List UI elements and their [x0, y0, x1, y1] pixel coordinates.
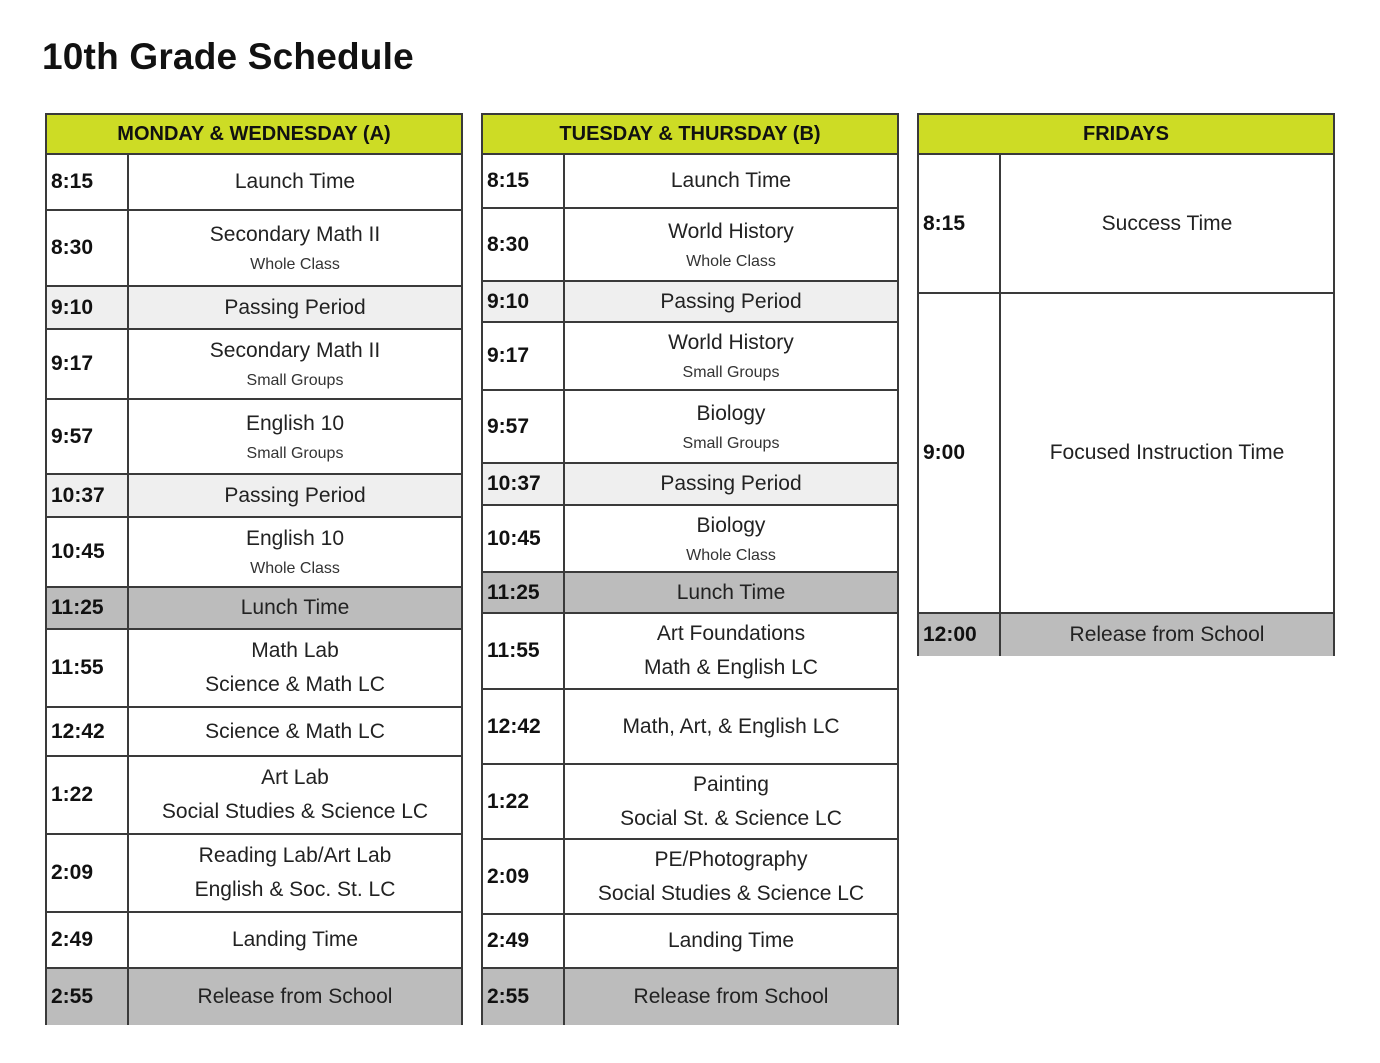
period-time: 8:15: [483, 155, 565, 207]
activity-name: Biology: [696, 513, 766, 537]
schedule-row: [483, 506, 897, 573]
period-activity: [565, 614, 897, 688]
activity-name: Success Time: [1101, 211, 1233, 235]
activity-name: Focused Instruction Time: [1049, 441, 1285, 464]
schedule-monday-wednesday: [45, 113, 463, 1025]
schedule-header: MONDAY & WEDNESDAY (A): [47, 115, 461, 155]
activity-name: Landing Time: [667, 929, 795, 952]
period-time: 2:09: [483, 840, 565, 913]
activity-grouping: Whole Class: [686, 546, 776, 564]
period-activity: [565, 690, 897, 763]
period-activity: [129, 588, 461, 628]
schedule-row: [47, 400, 461, 475]
period-activity: [129, 708, 461, 755]
period-activity: [565, 573, 897, 612]
period-time: 2:55: [47, 969, 129, 1025]
schedule-row: [483, 969, 897, 1025]
schedule-row: [919, 155, 1333, 294]
schedule-row: [919, 294, 1333, 614]
activity-name: Passing Period: [660, 472, 802, 495]
schedule-row: [47, 518, 461, 588]
schedule-tuesday-thursday: [481, 113, 899, 1025]
period-time: 11:25: [47, 588, 129, 628]
activity-name: Art Lab: [261, 766, 329, 789]
period-activity: [129, 400, 461, 473]
schedule-row: [47, 475, 461, 518]
period-time: 9:57: [47, 400, 129, 473]
activity-grouping: Whole Class: [250, 560, 340, 577]
schedule-row: [483, 464, 897, 506]
schedule-row: [47, 913, 461, 969]
activity-name: Secondary Math II: [209, 223, 381, 246]
period-activity: [129, 835, 461, 911]
schedule-row: [483, 573, 897, 614]
period-activity: [129, 155, 461, 209]
period-activity: [565, 915, 897, 967]
period-activity: [565, 464, 897, 504]
schedule-row: [47, 835, 461, 913]
schedule-row: [47, 588, 461, 630]
period-activity: [565, 209, 897, 280]
activity-name: Release from School: [633, 985, 829, 1008]
activity-name: Lunch Time: [240, 596, 350, 619]
period-time: 9:10: [47, 287, 129, 328]
period-time: 8:30: [483, 209, 565, 280]
activity-name: Passing Period: [660, 289, 802, 313]
activity-name: PE/Photography: [654, 847, 808, 871]
activity-name: Math, Art, & English LC: [622, 714, 840, 738]
activity-name: Math Lab: [251, 639, 339, 662]
activity-name: Reading Lab/Art Lab: [198, 844, 392, 867]
schedule-row: [483, 765, 897, 840]
activity-name: Secondary Math II: [209, 339, 381, 362]
activity-grouping: Small Groups: [246, 372, 344, 389]
activity-name: World History: [668, 219, 794, 243]
period-time: 9:10: [483, 282, 565, 321]
activity-name: Science & Math LC: [205, 719, 385, 743]
schedule-row: [47, 757, 461, 835]
period-activity: [129, 475, 461, 516]
page-title: 10th Grade Schedule: [42, 36, 414, 77]
schedule-row: [47, 630, 461, 708]
activity-learning-center: Social Studies & Science LC: [597, 881, 865, 905]
schedule-row: [483, 282, 897, 323]
period-time: 2:49: [47, 913, 129, 967]
period-activity: [565, 969, 897, 1025]
period-time: 12:00: [919, 614, 1001, 656]
period-activity: [1001, 614, 1333, 656]
activity-name: Painting: [693, 772, 769, 796]
activity-learning-center: Social Studies & Science LC: [161, 800, 429, 823]
activity-name: Release from School: [197, 985, 393, 1008]
activity-learning-center: Math & English LC: [644, 656, 818, 679]
period-activity: [1001, 155, 1333, 292]
period-activity: [565, 323, 897, 389]
schedule-row: [483, 323, 897, 391]
activity-name: English 10: [245, 527, 345, 550]
period-activity: [129, 518, 461, 586]
period-time: 11:55: [483, 614, 565, 688]
activity-name: Passing Period: [224, 295, 366, 319]
period-time: 10:45: [47, 518, 129, 586]
activity-name: Landing Time: [231, 928, 359, 951]
activity-learning-center: Social St. & Science LC: [620, 806, 842, 830]
schedule-row: [483, 915, 897, 969]
period-activity: [565, 391, 897, 462]
schedule-row: [47, 708, 461, 757]
schedule-row: [47, 287, 461, 330]
schedule-row: [483, 391, 897, 464]
period-activity: [565, 506, 897, 571]
period-time: 11:55: [47, 630, 129, 706]
period-time: 8:30: [47, 211, 129, 285]
period-time: 9:17: [483, 323, 565, 389]
activity-name: World History: [668, 331, 794, 354]
schedule-row: [483, 155, 897, 209]
period-activity: [565, 155, 897, 207]
period-time: 1:22: [483, 765, 565, 838]
period-time: 12:42: [47, 708, 129, 755]
activity-name: Release from School: [1069, 623, 1265, 646]
schedule-row: [483, 614, 897, 690]
period-time: 8:15: [47, 155, 129, 209]
period-time: 2:49: [483, 915, 565, 967]
period-activity: [1001, 294, 1333, 612]
activity-learning-center: English & Soc. St. LC: [194, 878, 396, 901]
activity-name: Biology: [696, 401, 766, 425]
activity-name: Launch Time: [670, 169, 792, 192]
activity-grouping: Small Groups: [682, 364, 780, 381]
activity-name: Art Foundations: [656, 622, 806, 645]
schedule-row: [47, 330, 461, 400]
period-activity: [565, 765, 897, 838]
schedule-row: [483, 209, 897, 282]
period-activity: [129, 969, 461, 1025]
activity-grouping: Small Groups: [682, 434, 780, 452]
period-activity: [129, 757, 461, 833]
period-time: 10:37: [483, 464, 565, 504]
schedule-row: [483, 840, 897, 915]
activity-name: Lunch Time: [676, 580, 786, 604]
period-time: 12:42: [483, 690, 565, 763]
schedule-header: FRIDAYS: [919, 115, 1333, 155]
period-time: 2:09: [47, 835, 129, 911]
period-activity: [565, 282, 897, 321]
period-activity: [129, 630, 461, 706]
period-time: 1:22: [47, 757, 129, 833]
activity-grouping: Whole Class: [250, 256, 340, 273]
period-time: 10:45: [483, 506, 565, 571]
period-time: 9:57: [483, 391, 565, 462]
period-activity: [129, 211, 461, 285]
schedule-header: TUESDAY & THURSDAY (B): [483, 115, 897, 155]
activity-learning-center: Science & Math LC: [205, 673, 385, 696]
period-activity: [565, 840, 897, 913]
activity-grouping: Whole Class: [686, 252, 776, 270]
period-time: 2:55: [483, 969, 565, 1025]
period-activity: [129, 330, 461, 398]
period-activity: [129, 913, 461, 967]
schedule-row: [483, 690, 897, 765]
schedule-row: [47, 155, 461, 211]
activity-name: English 10: [245, 411, 345, 435]
period-time: 9:00: [919, 294, 1001, 612]
activity-grouping: Small Groups: [246, 444, 344, 462]
period-activity: [129, 287, 461, 328]
activity-name: Launch Time: [234, 170, 356, 193]
activity-name: Passing Period: [224, 483, 366, 507]
schedule-fridays: [917, 113, 1335, 656]
period-time: 10:37: [47, 475, 129, 516]
schedule-row: [47, 969, 461, 1025]
period-time: 11:25: [483, 573, 565, 612]
period-time: 8:15: [919, 155, 1001, 292]
schedule-row: [47, 211, 461, 287]
period-time: 9:17: [47, 330, 129, 398]
schedule-row: [919, 614, 1333, 656]
